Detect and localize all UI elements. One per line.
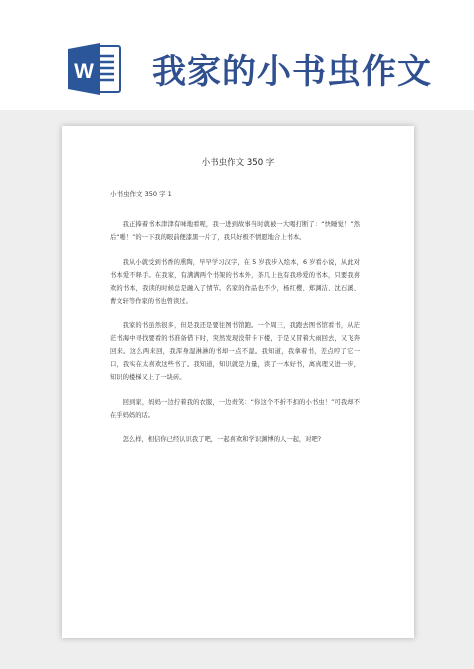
word-logo-letter: W	[74, 60, 94, 83]
word-document-icon	[66, 40, 124, 98]
paragraph: 回到家，妈妈一边拧着我的衣服，一边责笑：“你这个不折不扣的小书虫！”可我却不在乎妈妈的话。	[110, 398, 360, 419]
document-page	[62, 126, 414, 638]
paragraph: 怎么样，相信你已经认识我了吧，一起喜欢和学识渊博的人一起，对吧?	[122, 436, 322, 443]
document-title: 小书虫作文 350 字	[201, 158, 275, 168]
paragraph: 我家的书虽然很多，但是我还是要往图书馆跑。一个周三，我跑去图书馆看书，从茫茫书海中寻找要看的书准备借下时，突然发现没带卡下楼，于是又冒着大雨回去，又飞奔回来。这么两来回，我浑身湿淋淋的书却一点不湿。我知道，我拿着书，差点哼了它一口，我实在太喜欢这些书了。我知道，知识就是力量，读了一本好书，离真理又进一步，知识的楼梯又上了一块砖。	[110, 322, 360, 381]
paragraph: 我从小就受到书香的熏陶，早早学习汉字，在 5 岁我步入绘本，6 岁看小说，从此对书本爱不释手。在我家，有满满两个书架的书本外，茶几上也有我珍爱的书本，只要我喜欢的书本，我读的时候总是融入了情节。名家的作品也不少，杨红樱、郑渊洁、沈石溪、曹文轩等作家的书也曾读过。	[110, 258, 360, 305]
document-body	[110, 218, 360, 458]
document-subtitle: 小书虫作文 350 字 1	[110, 190, 172, 198]
paragraph: 我正捧着书本津津有味地看呢，我一进到故事当时就被一大喝打断了：“快睡觉！”然后“啪！”的一下我的眼前便漆黑一片了，我只好极不情愿地合上书本。	[110, 221, 360, 241]
header-banner	[0, 0, 474, 110]
banner-title: 我家的小书虫作文	[152, 52, 432, 92]
